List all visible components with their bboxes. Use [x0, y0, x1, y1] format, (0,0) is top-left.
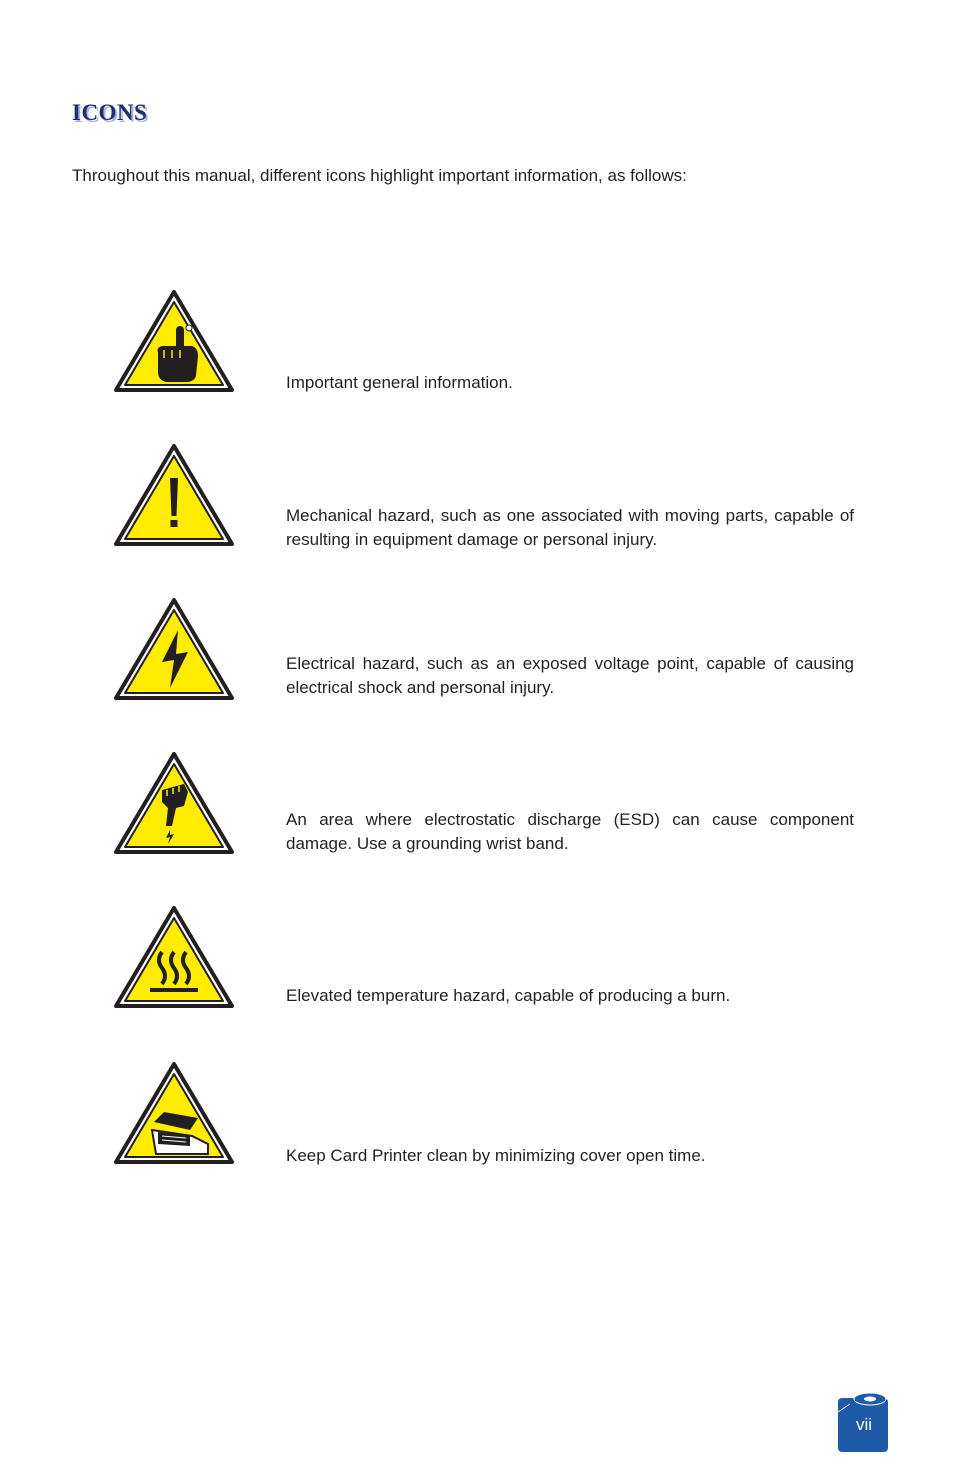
icon-description: Elevated temperature hazard, capable of producing a burn. — [286, 986, 731, 1005]
lightning-bolt-icon — [112, 596, 236, 704]
intro-paragraph: Throughout this manual, different icons highlight important information, as follows: — [72, 166, 687, 185]
icon-description: Electrical hazard, such as an exposed voltage point, capable of causing electrical shock and personal injury. — [286, 654, 854, 697]
icon-description: Keep Card Printer clean by minimizing cover open time. — [286, 1146, 706, 1165]
icon-description: Mechanical hazard, such as one associated with moving parts, capable of resulting in equipment damage or personal injury. — [286, 506, 854, 549]
page-heading: ICONS — [72, 100, 148, 125]
exclamation-warning-icon — [112, 442, 236, 550]
hot-surface-icon — [112, 904, 236, 1012]
pointing-finger-icon — [112, 288, 236, 396]
icon-description: An area where electrostatic discharge (ESD) can cause component damage. Use a grounding wrist band. — [286, 810, 854, 853]
icon-description: Important general information. — [286, 373, 513, 392]
open-printer-icon — [112, 1060, 236, 1168]
esd-hand-icon — [112, 750, 236, 858]
page-number: vii — [855, 1415, 873, 1434]
page-number-badge — [836, 1390, 890, 1454]
